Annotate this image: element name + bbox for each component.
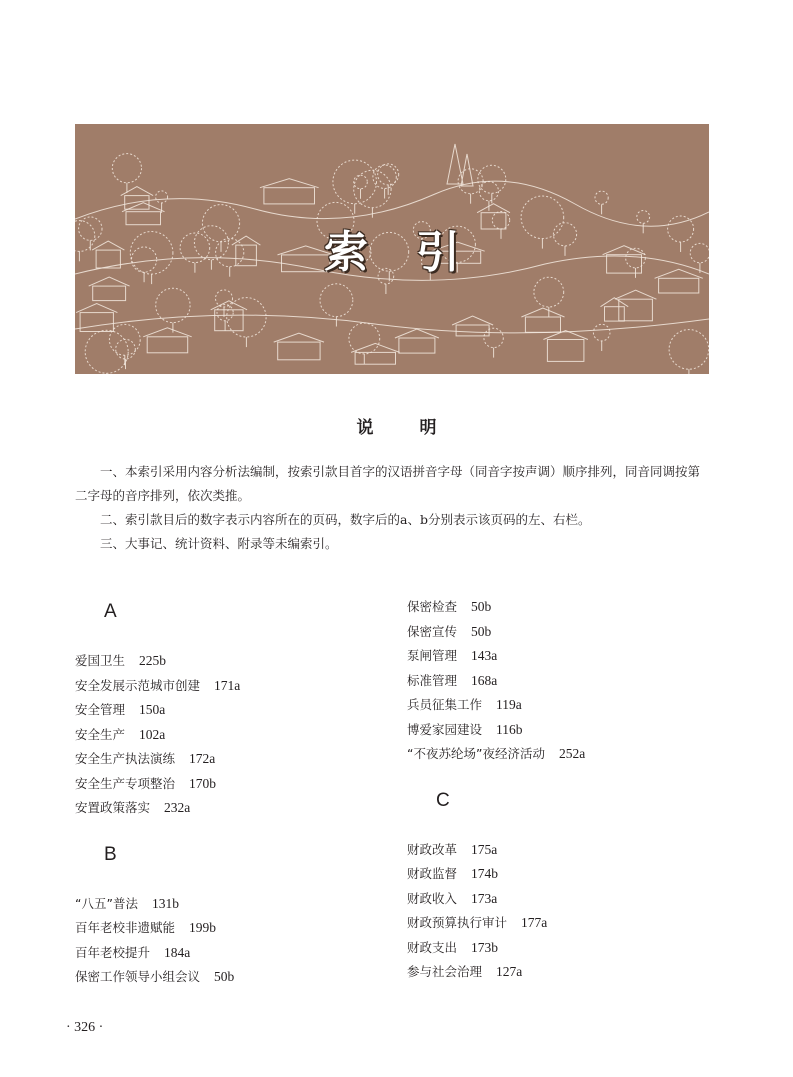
entry-page: 172a: [189, 751, 216, 766]
entry-page: 175a: [471, 841, 498, 857]
index-entry: [407, 887, 707, 912]
tree-crown: [354, 175, 368, 189]
entry-page: 171a: [214, 677, 241, 693]
index-entry: [407, 644, 707, 669]
tree-crown: [593, 324, 610, 341]
entry-page: 143a: [471, 648, 498, 663]
house-roof: [122, 203, 165, 212]
tree-crown: [479, 182, 498, 201]
index-banner: [75, 124, 709, 374]
tree-crown: [484, 328, 503, 347]
entry-term: 财政支出: [407, 939, 458, 955]
entry-page: 116b: [496, 721, 523, 737]
note-item: 二、索引款目后的数字表示内容所在的页码，数字后的a、b分别表示该页码的左、右栏。: [100, 512, 591, 527]
index-entry: [407, 936, 707, 961]
tree-crown: [595, 191, 608, 204]
entry-term: 保密工作领导小组会议: [75, 969, 201, 984]
entry-page: 102a: [139, 726, 166, 742]
entry-term: “八五”普法: [75, 895, 138, 911]
entry-page: 232a: [164, 800, 191, 815]
house-wall: [525, 317, 560, 332]
house-wall: [547, 340, 584, 362]
section-heading: 说 明: [356, 418, 457, 438]
tree-crown: [354, 170, 391, 207]
banner-title: 索引: [324, 227, 508, 278]
entry-page: 127a: [496, 964, 523, 979]
entry-term: 财政收入: [407, 890, 458, 906]
house-roof: [76, 304, 117, 313]
entry-term: 安全生产: [75, 726, 126, 742]
index-entry: [407, 669, 707, 694]
tree-crown: [320, 284, 353, 317]
tree-crown: [85, 330, 128, 373]
entry-page: 119a: [496, 697, 522, 712]
pagoda-shape: [447, 144, 473, 186]
entry-page: 50b: [471, 599, 492, 614]
entry-term: 标准管理: [407, 672, 458, 688]
index-entry: [75, 796, 375, 821]
index-entry: [75, 649, 375, 674]
entry-page: 199b: [189, 920, 217, 935]
entry-term: 安全生产执法演练: [75, 751, 176, 766]
tree-crown: [534, 277, 564, 307]
entry-term: 博爱家园建设: [407, 721, 483, 737]
index-entry: [75, 723, 375, 748]
tree-crown: [478, 165, 506, 193]
house-wall: [605, 307, 625, 321]
note-item: 三、大事记、统计资料、附录等未编索引。: [100, 536, 338, 551]
index-entry: [75, 941, 375, 966]
entry-term: 泵闸管理: [407, 648, 458, 663]
entry-term: 财政监督: [407, 866, 458, 881]
entry-term: 爱国卫生: [75, 653, 126, 668]
notes-block: [75, 460, 709, 556]
page-number: · 326 ·: [66, 1020, 104, 1035]
entry-page: 173b: [471, 939, 499, 955]
house-wall: [355, 352, 395, 364]
entry-term: 安置政策落实: [75, 800, 151, 815]
house-wall: [264, 188, 315, 204]
entry-page: 50b: [214, 969, 235, 984]
entry-term: 安全生产专项整治: [75, 775, 176, 791]
entry-term: 保密检查: [407, 599, 458, 614]
house-roof: [143, 328, 192, 337]
house-roof: [260, 179, 319, 188]
entry-term: 安全发展示范城市创建: [75, 677, 201, 693]
tree-crown: [349, 323, 380, 354]
entry-page: 168a: [471, 672, 498, 688]
entry-page: 174b: [471, 866, 499, 881]
entry-term: 兵员征集工作: [407, 697, 483, 712]
entry-page: 225b: [139, 653, 167, 668]
house-roof: [615, 290, 657, 299]
letter-heading-a: A: [104, 601, 117, 622]
entry-page: 252a: [558, 746, 586, 761]
entry-page: 184a: [164, 944, 191, 960]
index-entry: [407, 595, 707, 620]
entry-term: “不夜苏纶场”夜经济活动: [407, 746, 545, 761]
entry-page: 150a: [139, 702, 166, 717]
house-roof: [351, 343, 400, 352]
entry-page: 173a: [471, 890, 498, 906]
house-roof: [121, 187, 153, 196]
entry-term: 保密宣传: [407, 623, 458, 639]
entry-term: 参与社会治理: [407, 964, 483, 979]
entry-term: 安全管理: [75, 702, 126, 717]
hill-line: [75, 315, 709, 333]
index-column-right: [407, 595, 707, 985]
note-item: 一、本索引采用内容分析法编制，按索引款目首字的汉语拼音字母（同音字按声调）顺序排列，同音同调按第二字母的音序排列，依次类推。: [75, 464, 701, 503]
index-entry: [75, 772, 375, 797]
house-roof: [452, 316, 493, 325]
house-wall: [278, 342, 320, 360]
index-entry: [75, 965, 375, 990]
entry-term: 百年老校非遗赋能: [75, 920, 176, 935]
entry-term: 财政预算执行审计: [407, 915, 508, 930]
index-entry: [407, 718, 707, 743]
tree-crown: [112, 154, 141, 183]
house-wall: [659, 278, 699, 293]
house-wall: [399, 338, 435, 353]
index-entry: [407, 862, 707, 887]
house-roof: [477, 204, 510, 213]
tree-crown: [156, 191, 168, 203]
index-column-left: [75, 600, 375, 990]
letter-heading-c: C: [436, 789, 450, 811]
index-entry: [407, 838, 707, 863]
entry-page: 177a: [521, 915, 548, 930]
entry-page: 50b: [471, 623, 492, 639]
index-entry: [407, 620, 707, 645]
index-entry: [407, 911, 707, 936]
index-entry: [407, 960, 707, 985]
letter-heading-b: B: [104, 843, 117, 865]
entry-page: 170b: [189, 775, 217, 791]
house-wall: [147, 337, 188, 353]
house-roof: [521, 308, 564, 317]
index-entry: [407, 693, 707, 718]
entry-term: 财政改革: [407, 841, 458, 857]
house-wall: [80, 313, 113, 332]
tree-crown: [669, 330, 709, 370]
index-entry: [75, 892, 375, 917]
index-entry: [75, 916, 375, 941]
entry-page: 131b: [151, 895, 179, 911]
tree-crown: [373, 165, 396, 188]
house-roof: [274, 333, 324, 342]
index-entry: [75, 674, 375, 699]
index-entry: [407, 742, 707, 767]
house-wall: [93, 286, 126, 301]
index-entry: [75, 747, 375, 772]
index-entry: [75, 698, 375, 723]
entry-term: 百年老校提升: [75, 944, 151, 960]
